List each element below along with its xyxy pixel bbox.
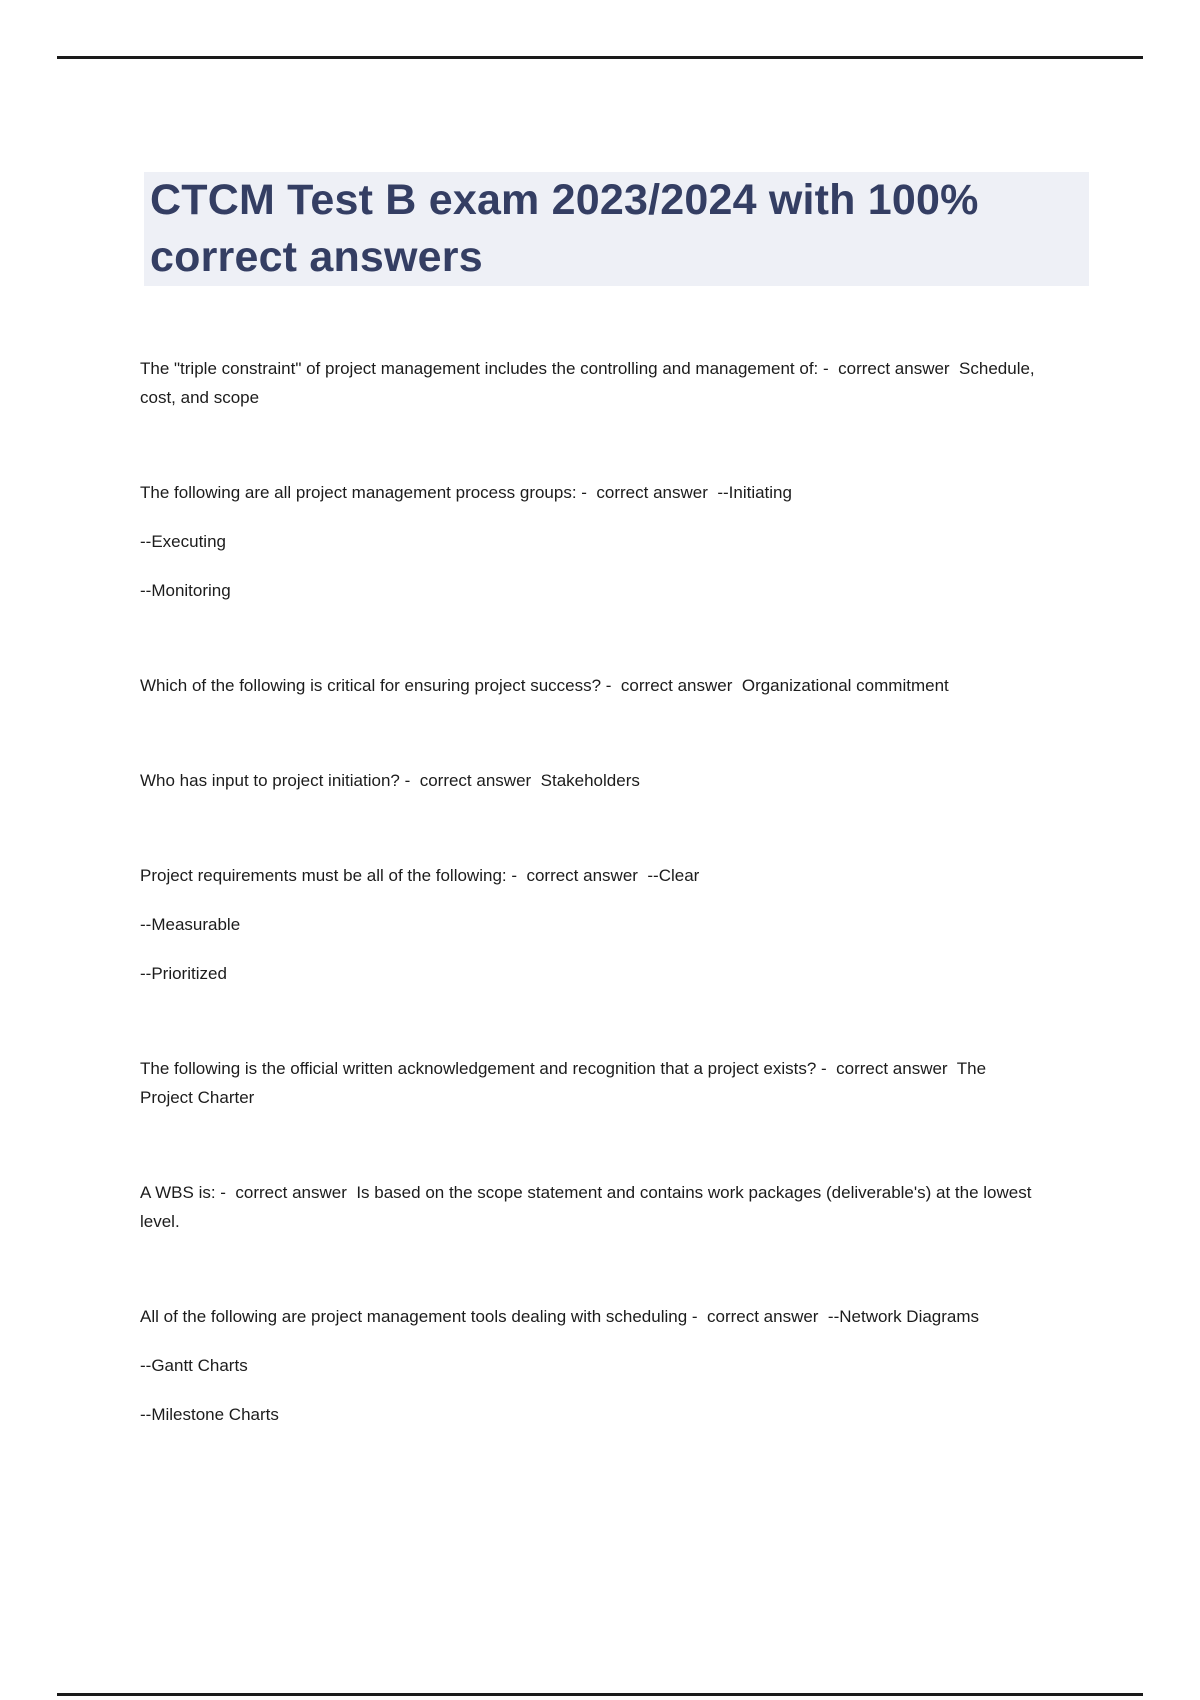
qa-block-project-requirements [140, 861, 1040, 988]
qa-list [140, 354, 1040, 1429]
qa-block-triple-constraint [140, 354, 1040, 412]
qa-block-project-initiation [140, 766, 1040, 795]
qa-paragraph: The "triple constraint" of project management includes the controlling and management of: - correct answer Schedule, cost, and scope [140, 358, 1040, 407]
qa-paragraph: --Gantt Charts [140, 1355, 248, 1375]
qa-paragraph: Which of the following is critical for ensuring project success? - correct answer Organizational commitment [140, 675, 949, 695]
qa-paragraph: --Monitoring [140, 580, 231, 600]
page-title [144, 172, 1089, 286]
qa-paragraph: The following is the official written acknowledgement and recognition that a project exists? - correct answer The Project Charter [140, 1058, 991, 1107]
qa-paragraph: --Measurable [140, 914, 241, 934]
qa-paragraph: Who has input to project initiation? - correct answer Stakeholders [140, 770, 640, 790]
qa-paragraph: --Executing [140, 531, 226, 551]
qa-block-process-groups [140, 478, 1040, 605]
qa-block-project-success [140, 671, 1040, 700]
qa-block-project-charter [140, 1054, 1040, 1112]
qa-paragraph: All of the following are project management tools dealing with scheduling - correct answer --Network Diagrams [140, 1306, 980, 1326]
qa-paragraph: --Milestone Charts [140, 1404, 279, 1424]
qa-paragraph: A WBS is: - correct answer Is based on the scope statement and contains work packages (deliverable's) at the lowest level. [140, 1182, 1037, 1231]
qa-paragraph: Project requirements must be all of the following: - correct answer --Clear [140, 865, 700, 885]
qa-paragraph: --Prioritized [140, 963, 227, 983]
qa-paragraph: The following are all project management process groups: - correct answer --Initiating [140, 482, 792, 502]
page-title-line-1: CTCM Test B exam 2023/2024 with 100% [150, 175, 979, 224]
qa-block-scheduling-tools [140, 1302, 1040, 1429]
page-content [140, 143, 1100, 1495]
page-title-line-2: correct answers [150, 232, 483, 281]
qa-block-wbs [140, 1178, 1040, 1236]
bottom-horizontal-rule [57, 1693, 1143, 1696]
top-horizontal-rule [57, 56, 1143, 59]
